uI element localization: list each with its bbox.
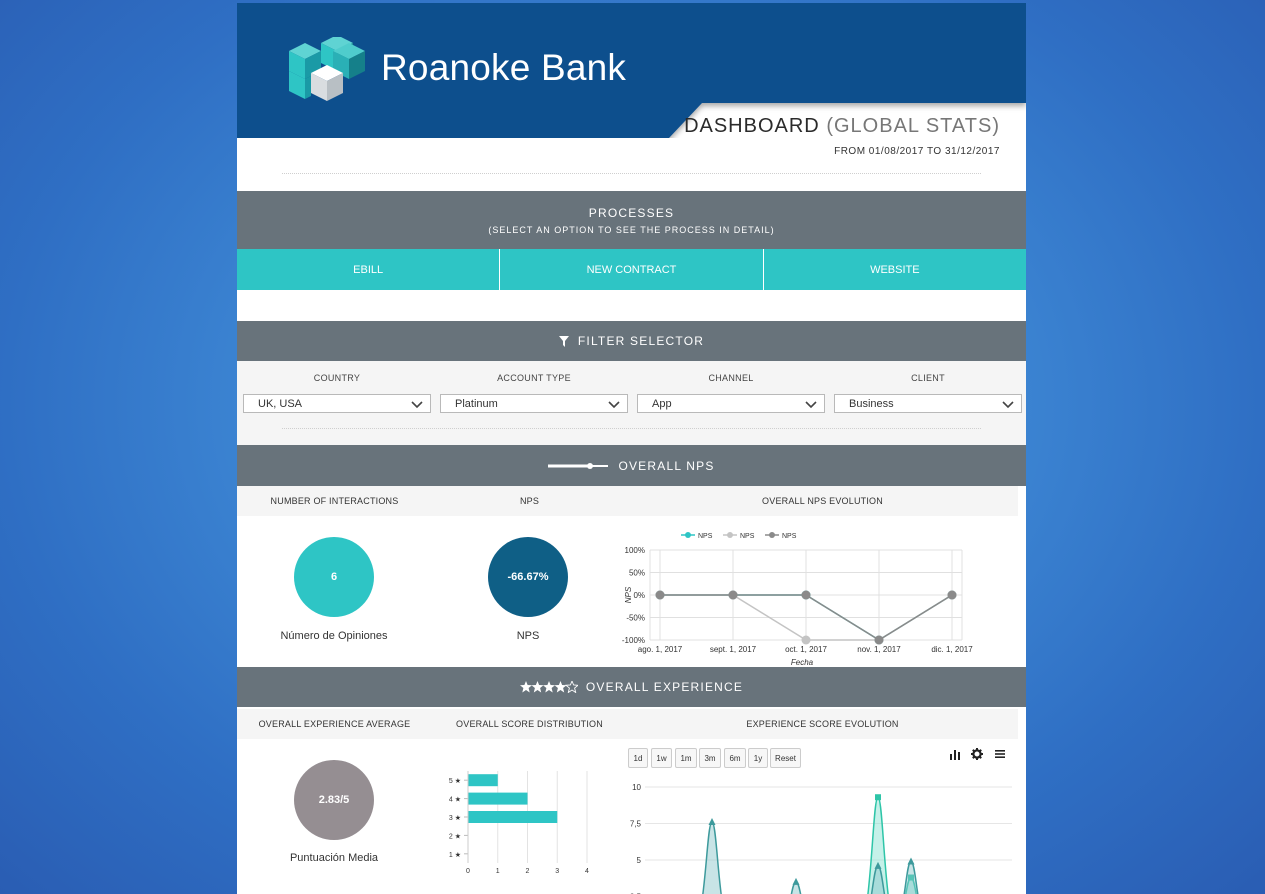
filter-label-client: CLIENT [911, 373, 945, 383]
account-type-select[interactable] [440, 394, 628, 413]
x-tick-label: 2 [525, 868, 530, 875]
col-head-experience-evolution: EXPERIENCE SCORE EVOLUTION [746, 719, 899, 729]
y-tick-label: 2 ★ [448, 833, 461, 841]
y-tick-label: 5 ★ [448, 778, 461, 786]
filter-icon [559, 336, 569, 347]
chevron-down-icon [608, 398, 620, 410]
y-tick-label: 5 [636, 856, 641, 865]
nps-value: -66.67% [507, 571, 549, 583]
y-tick-label: 3 ★ [448, 815, 461, 822]
range-button-1d[interactable]: 1d [628, 748, 648, 768]
divider [282, 173, 981, 174]
dashboard-page [237, 3, 1026, 894]
x-tick-label: ago. 1, 2017 [637, 645, 683, 654]
process-button-ebill[interactable]: EBILL [237, 249, 500, 290]
data-point [802, 636, 811, 645]
overall-nps-title: OVERALL NPS [618, 458, 715, 473]
bar [468, 774, 498, 786]
rating-stars-icon [520, 681, 578, 693]
x-tick-label: oct. 1, 2017 [785, 645, 827, 654]
processes-header [237, 191, 1026, 249]
nps-evolution-chart [617, 521, 987, 667]
interactions-value: 6 [330, 571, 338, 583]
filter-panel [237, 361, 1026, 445]
y-tick-label: -50% [626, 613, 645, 623]
area-peak [690, 822, 734, 894]
chevron-down-icon [411, 398, 423, 410]
overall-experience-header [237, 667, 1026, 707]
data-point [656, 591, 665, 600]
x-tick-label: dic. 1, 2017 [931, 645, 973, 654]
data-point [793, 878, 800, 885]
cube-logo-icon [289, 37, 365, 101]
brand-name: Roanoke Bank [381, 47, 627, 88]
legend-marker [685, 532, 691, 538]
range-button-6m[interactable]: 6m [724, 748, 746, 768]
col-head-nps-evolution: OVERALL NPS EVOLUTION [762, 496, 883, 506]
y-tick-label: 100% [624, 546, 645, 555]
legend-marker [727, 532, 733, 538]
overall-nps-header [237, 445, 1026, 486]
chevron-down-icon [1002, 398, 1014, 410]
legend-label: NPS [698, 533, 713, 540]
col-head-interactions: NUMBER OF INTERACTIONS [270, 496, 399, 506]
nps-circle [488, 537, 568, 617]
nps-column-headers [237, 486, 1018, 516]
filter-header [237, 321, 1026, 361]
page-title [684, 115, 1000, 138]
score-distribution-chart [437, 765, 607, 877]
filter-account-type [440, 361, 628, 413]
col-head-average: OVERALL EXPERIENCE AVERAGE [258, 719, 411, 729]
process-buttons [237, 249, 1026, 290]
experience-evolution-chart [617, 775, 1017, 894]
x-axis-label: Fecha [790, 658, 814, 667]
legend-marker [769, 532, 775, 538]
x-tick-label: 4 [585, 868, 589, 875]
range-button-reset[interactable]: Reset [770, 748, 801, 768]
legend-label: NPS [782, 533, 797, 540]
x-tick-label: 3 [555, 868, 560, 875]
country-select-value: UK, USA [258, 397, 303, 410]
slider-icon [548, 462, 608, 470]
data-point [908, 857, 915, 864]
x-tick-label: 1 [495, 868, 500, 875]
filter-channel [637, 361, 825, 413]
average-circle [294, 760, 374, 840]
account-type-select-value: Platinum [455, 397, 498, 410]
process-button-website[interactable]: WEBSITE [764, 249, 1026, 290]
area-peak [856, 866, 900, 894]
header [237, 3, 1026, 188]
x-tick-label: 0 [466, 868, 470, 875]
data-point [802, 591, 811, 600]
date-range: FROM 01/08/2017 TO 31/12/2017 [834, 146, 1000, 157]
data-point [875, 794, 881, 800]
client-select-value: Business [849, 397, 894, 410]
data-point [709, 818, 716, 825]
data-point [729, 591, 738, 600]
filter-client [834, 361, 1022, 413]
experience-column-headers [237, 709, 1018, 739]
filter-country [243, 361, 431, 413]
gear-icon[interactable] [971, 748, 983, 760]
chevron-down-icon [805, 398, 817, 410]
y-tick-label: 10 [632, 783, 641, 792]
client-select[interactable] [834, 394, 1022, 413]
filter-label-channel: CHANNEL [708, 373, 754, 383]
nps-caption: NPS [516, 630, 540, 642]
y-axis-label: NPS [624, 586, 633, 604]
menu-icon[interactable] [994, 748, 1006, 760]
range-button-1y[interactable]: 1y [748, 748, 768, 768]
col-head-nps: NPS [519, 496, 540, 506]
country-select[interactable] [243, 394, 431, 413]
overall-experience-title: OVERALL EXPERIENCE [585, 680, 744, 694]
filter-label-country: COUNTRY [313, 373, 361, 383]
y-tick-label: 4 ★ [448, 796, 461, 804]
interactions-circle [294, 537, 374, 617]
processes-title: PROCESSES [588, 206, 675, 220]
average-caption: Puntuación Media [289, 852, 379, 864]
x-tick-label: nov. 1, 2017 [857, 645, 901, 654]
divider [282, 428, 981, 429]
col-head-distribution: OVERALL SCORE DISTRIBUTION [456, 719, 603, 729]
interactions-caption: Número de Opiniones [280, 630, 388, 642]
data-point [948, 591, 957, 600]
page-title-sub: (GLOBAL STATS) [826, 115, 1000, 137]
y-tick-label: 50% [628, 568, 645, 578]
area-peak [889, 861, 933, 894]
bar [468, 793, 528, 805]
y-tick-label: 1 ★ [448, 851, 461, 859]
y-tick-label: 0% [633, 591, 645, 600]
channel-select[interactable] [637, 394, 825, 413]
y-tick-label: 7,5 [629, 819, 641, 829]
range-button-3m[interactable]: 3m [699, 748, 721, 768]
process-button-new-contract[interactable]: NEW CONTRACT [500, 249, 763, 290]
x-tick-label: sept. 1, 2017 [709, 645, 757, 654]
legend-label: NPS [740, 533, 755, 540]
filter-title: FILTER SELECTOR [577, 334, 705, 348]
filter-label-account-type: ACCOUNT TYPE [497, 373, 571, 383]
range-button-1m[interactable]: 1m [675, 748, 697, 768]
data-point [875, 636, 884, 645]
y-tick-label: -100% [621, 636, 645, 645]
bar [468, 811, 557, 823]
average-value: 2.83/5 [318, 794, 350, 806]
bar-chart-icon[interactable] [949, 748, 961, 760]
channel-select-value: App [652, 397, 672, 410]
processes-hint: (SELECT AN OPTION TO SEE THE PROCESS IN DETAIL) [488, 225, 775, 235]
page-title-main: DASHBOARD [684, 115, 820, 137]
range-button-1w[interactable]: 1w [651, 748, 672, 768]
